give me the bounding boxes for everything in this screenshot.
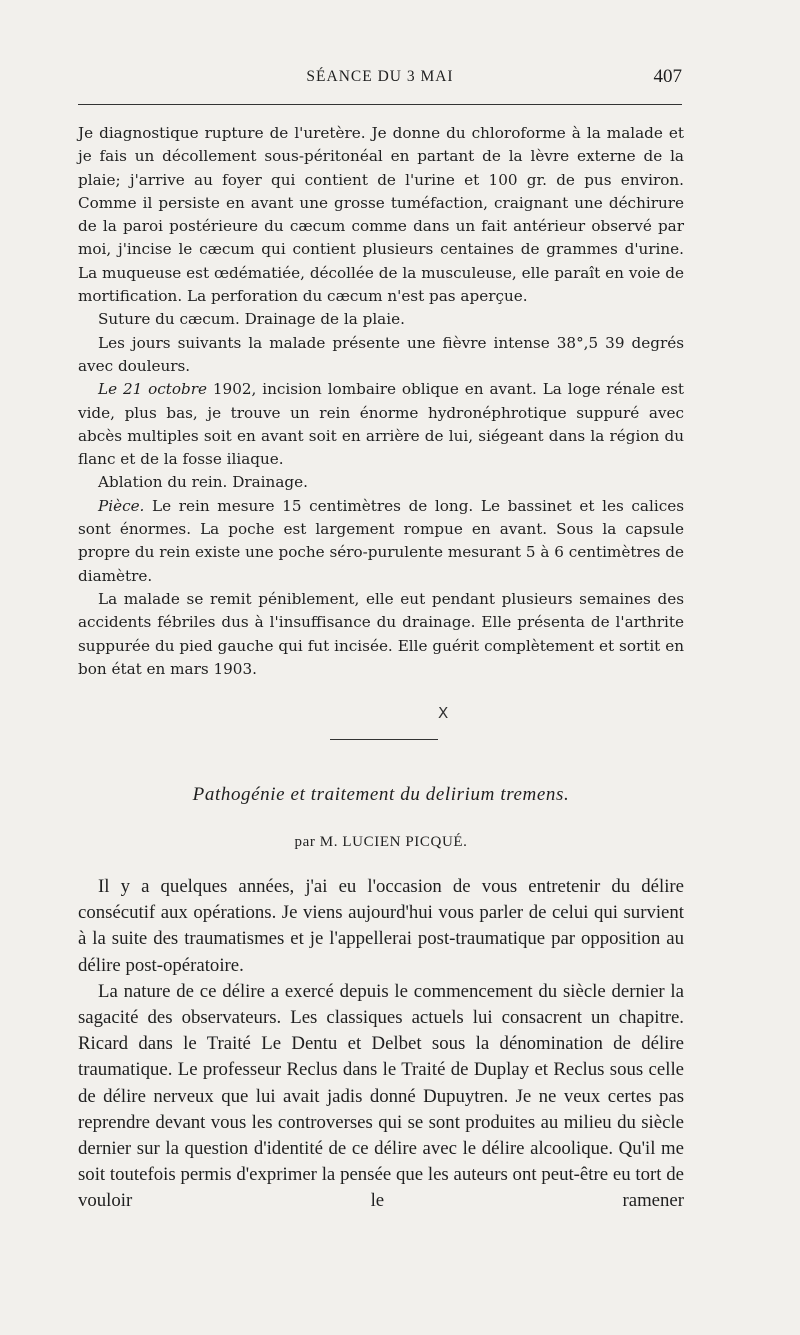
- paragraph-body: Le rein mesure 15 centimètres de long. Le bassinet et les calices sont énormes. La poche est largement rompue en avant. Sous la capsule propre du rein existe une poche séro-purulente mesurant 5 à 6 centimètres de diamètre.: [78, 496, 685, 585]
- case-report-text: [78, 122, 684, 681]
- piece-lead: Pièce.: [98, 496, 145, 515]
- paragraph: Les jours suivants la malade présente une fièvre intense 38°,5 39 degrés avec douleurs.: [78, 333, 684, 375]
- header-rule: [78, 104, 682, 105]
- paragraph: [78, 495, 684, 588]
- article-byline: par M. LUCIEN PICQUÉ.: [294, 834, 468, 850]
- paragraph: Suture du cæcum. Drainage de la plaie.: [98, 310, 405, 329]
- page-header: [78, 66, 682, 94]
- paragraph: Il y a quelques années, j'ai eu l'occasion de vous entretenir du délire consécutif aux opérations. Je viens aujourd'hui vous parler de celui qui survient à la suite des traumatismes et je l'appellerai post-traumatique par opposition au délire post-opératoire.: [78, 876, 684, 976]
- running-title: SÉANCE DU 3 MAI: [306, 68, 454, 85]
- paragraph-body: 1902, incision lombaire oblique en avant. La loge rénale est vide, plus bas, je trouve un rein énorme hydronéphrotique suppuré avec abcès multiples soit en avant soit en arrière de lui, siégeant dans la région du flanc et de la fosse iliaque.: [78, 380, 684, 469]
- paragraph: Ablation du rein. Drainage.: [98, 473, 308, 492]
- date-lead: Le 21 octobre: [98, 380, 208, 399]
- article-body: [78, 874, 684, 1215]
- section-separator: [330, 739, 438, 740]
- page-number: 407: [653, 66, 682, 87]
- handwritten-mark: X: [438, 704, 449, 722]
- paragraph: Je diagnostique rupture de l'uretère. Je donne du chloroforme à la malade et je fais un décollement sous-péritonéal en partant de la lèvre externe de la plaie; j'arrive au foyer qui contient de l'urine et 100 gr. de pus environ. Comme il persiste en avant une grosse tuméfaction, craignant une déchirure de la paroi postérieure du cæcum comme dans un fait antérieur observé par moi, j'incise le cæcum qui contient plusieurs centaines de grammes d'urine. La muqueuse est œdématiée, décollée de la musculeuse, elle paraît en voie de mortification. La perforation du cæcum n'est pas aperçue.: [78, 124, 684, 306]
- paragraph: La nature de ce délire a exercé depuis le commencement du siècle dernier la sagacité des observateurs. Les classiques actuels lui consacrent un chapitre. Ricard dans le Traité Le Dentu et Delbet sous la dénomination de délire traumatique. Le professeur Reclus dans le Traité de Duplay et Reclus sous celle de délire nerveux que lui avait jadis donné Dupuytren. Je ne veux certes pas reprendre devant vous les controverses qui se sont produites au milieu du siècle dernier sur la question d'identité de ce délire avec le délire alcoolique. Qu'il me soit toutefois permis d'exprimer la pensée que les auteurs ont peut-être eu tort de vouloir le ramener: [78, 980, 684, 1212]
- article-title: Pathogénie et traitement du delirium tremens.: [192, 784, 570, 805]
- paragraph: [78, 378, 684, 471]
- paragraph: La malade se remit péniblement, elle eut pendant plusieurs semaines des accidents fébriles dus à l'insuffisance du drainage. Elle présenta de l'arthrite suppurée du pied gauche qui fut incisée. Elle guérit complètement et sortit en bon état en mars 1903.: [78, 589, 684, 678]
